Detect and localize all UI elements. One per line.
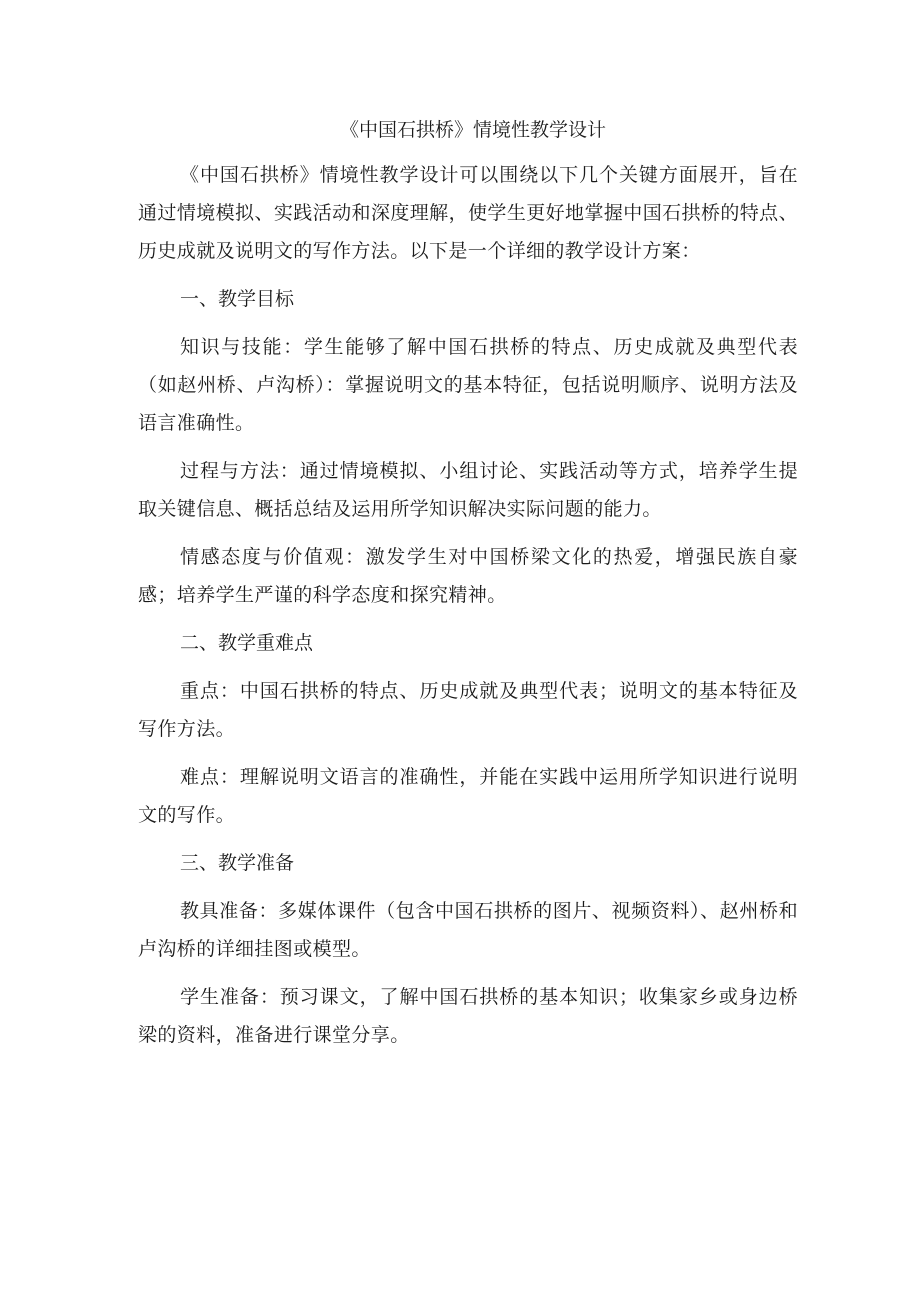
objective-emotion-paragraph: 情感态度与价值观：激发学生对中国桥梁文化的热爱，增强民族自豪感；培养学生严谨的科学态度和探究精神。 xyxy=(138,546,798,606)
document-title: 《中国石拱桥》情境性教学设计 xyxy=(339,119,606,141)
objective-knowledge-paragraph: 知识与技能：学生能够了解中国石拱桥的特点、历史成就及典型代表（如赵州桥、卢沟桥）：掌握说明文的基本特征，包括说明顺序、说明方法及语言准确性。 xyxy=(138,336,798,434)
document-page xyxy=(138,112,798,1064)
section-heading-objectives: 一、教学目标 xyxy=(180,288,295,310)
objective-process-paragraph: 过程与方法：通过情境模拟、小组讨论、实践活动等方式，培养学生提取关键信息、概括总结及运用所学知识解决实际问题的能力。 xyxy=(138,460,798,520)
key-point-paragraph: 重点：中国石拱桥的特点、历史成就及典型代表；说明文的基本特征及写作方法。 xyxy=(138,680,798,740)
section-heading-preparation: 三、教学准备 xyxy=(180,852,295,874)
intro-paragraph: 《中国石拱桥》情境性教学设计可以围绕以下几个关键方面展开，旨在通过情境模拟、实践活动和深度理解，使学生更好地掌握中国石拱桥的特点、历史成就及说明文的写作方法。以下是一个详细的教学设计方案： xyxy=(138,164,798,262)
difficult-point-paragraph: 难点：理解说明文语言的准确性，并能在实践中运用所学知识进行说明文的写作。 xyxy=(138,766,798,826)
section-heading-key-points: 二、教学重难点 xyxy=(180,632,314,654)
student-preparation-paragraph: 学生准备：预习课文，了解中国石拱桥的基本知识；收集家乡或身边桥梁的资料，准备进行课堂分享。 xyxy=(138,986,798,1046)
teaching-aids-paragraph: 教具准备：多媒体课件（包含中国石拱桥的图片、视频资料）、赵州桥和卢沟桥的详细挂图或模型。 xyxy=(138,900,798,960)
